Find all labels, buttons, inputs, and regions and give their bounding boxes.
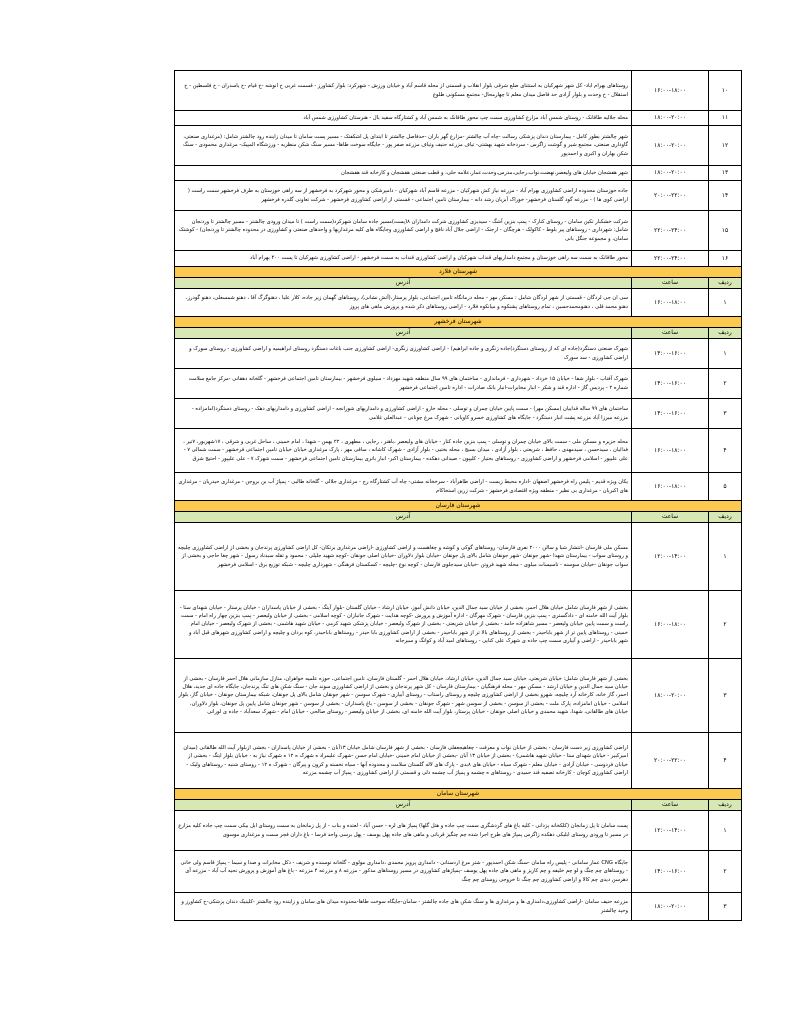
- time-slot: ۱۶:۰۰-۱۸:۰۰: [632, 591, 709, 659]
- address-text: جاده خوزستان محدوده اراضی کشاورزی بهرام آباد - مزرعه نیاز کش شهرکیان - مزرعه قاسم آباد شهرکیان - دامپرشکی و محور شهرکرد به فرخشهر از سه راهی خوزستان به طرف فرخشهر سمت راست ( اراضی کوی ها ) - مزرعه گود گلستان فرخشهر- خوراک آبزیان رشد دانه - بیمارستان تامین اجتماعی - قسمتی از اراضی کشاورزی فرخشهر - شرکت تعاونی گلدره فرخشهر: [175, 181, 632, 211]
- row-number: ۱۲: [709, 126, 742, 166]
- time-slot: ۱۶:۰۰-۱۸:۰۰: [632, 71, 709, 111]
- row-number: ۱: [709, 523, 742, 591]
- time-slot: ۱۸:۰۰-۲۰:۰۰: [632, 659, 709, 733]
- row-number: ۱: [709, 811, 742, 851]
- time-slot: ۲۲:۰۰-۲۴:۰۰: [632, 211, 709, 251]
- row-number: ۲: [709, 851, 742, 893]
- column-header-address: آدرس: [175, 278, 632, 289]
- address-text: بخشی از شهر فارسان شامل: خیابان شریعتی، خیابان سید جمال الدین، خیابان ارشاد، خیابان هلال احمر - گلستان فارسان، تامین اجتماعی، حوزه علمیه خواهران، منازل سازمانی هلال احمر فارسان - بخشی از خیابان سید جمال الدین و خیابان ارشد - مسکن مهر - محله فرهنگیان - بیمارستان فارسان - کل شهر پرندجان و بخشی از اراضی کشاورزی سوند جان - سنگ شکن های تنگ پرندجان، جایگاه جاده ای جدید، هلال احمر، گاز خانه، کارخانه آرد چلیچه، شهرو بخشی از اراضی کشاورزی چلیچه و روستای راستاب - روستای آبیاری - شهرک سوسن - شهر جونقان شامل بالای پل جونقان، شبکه بیمارستان جونقان - خیابان گاز، بلوار اسلامی - خیابان امامزاده، پارک ملت - بخشی از سوسن - بخشی از سوسن شهر - شهرک جونقان - بخشی از سوسن - باغ پاسداران - بخشی از سوسن - شهر جونقان شامل پایین پل جونقان، بلوار دلاوران، خیابان های طالقانی، شهدا، شهید محمدی و خیابان اصلی جونقان - خیابان پرستار، بلوار آیت الله خامنه ای، بخشی از خیابان ولیعصر - روستای صالحی - خیابان امام - شهرک سعدآباد - جاده ی لورانی: [175, 659, 632, 733]
- row-number: ۵: [709, 473, 742, 501]
- time-slot: ۱۴:۰۰-۱۶:۰۰: [632, 369, 709, 399]
- schedule-table-body: [175, 71, 742, 921]
- row-number: ۱۱: [709, 111, 742, 126]
- address-text: شهرک آفتاب - بلوار شفا - خیابان ۱۵ خرداد - شهرداری - فرمانداری - ساختمان های ۹۹ سال منطقه شهید مهرداد - سیلوی فرخشهر - بیمارستان تامین اجتماعی فرخشهر - گلخانه دهقانی -مرکز جامع سلامت شماره ۲ - پردیس گاز - اداره قند و شکر - انبار مخابرات-انبار بانک صادرات - اداره تامین اجتماعی فرخشهر: [175, 369, 632, 399]
- column-header-address: آدرس: [175, 328, 632, 339]
- address-text: شهرک صنعتی دستگرد(جاده ای که از روستای دستگرد)جاده زنگری و جاده ابراهیم) - اراضی کشاورزی زنگری- اراضی کشاورزی جنب باغات دستگرد روستای ابراهیمیه و اراضی کشاورزی - روستای سورک و اراضی کشاورزی - سد سورک: [175, 339, 632, 369]
- address-text: محور طاقانک به سمت سه راهی خوزستان و مجتمع دامداریهای قنداب شهرکیان و اراضی کشاورزی قنداب به سمت فرخشهر - اراضی کشاورزی شهرکیان تا پست ۴۰۰ بهرام آباد: [175, 251, 632, 267]
- column-header-address: آدرس: [175, 800, 632, 811]
- row-number: ۱۳: [709, 166, 742, 181]
- column-header-time: ساعت: [632, 512, 709, 523]
- address-text: مزرعه حنیف سامان -اراضی کشاورزی،دامداری ها و مرغداری ها و سنگ شکن های جاده چالشتر - سامان-جایگاه سوخت طاها-محدوده میدان های سامان و زاینده رود چالشتر -کلینیک دندان پزشکی-خ کشاورز و وحید چالشتر: [175, 893, 632, 921]
- time-slot: ۱۲:۰۰-۱۴:۰۰: [632, 811, 709, 851]
- time-slot: ۱۴:۰۰-۱۶:۰۰: [632, 339, 709, 369]
- row-number: ۴: [709, 733, 742, 789]
- column-header-number: ردیف: [709, 800, 742, 811]
- table-row: [175, 893, 742, 921]
- table-row: [175, 339, 742, 369]
- address-text: ساختمان های ۹۹ ساله قداییان (مسکن مهر) - سمت پایین خیابان چمران و توسلی - محله خارو - اراضی کشاورزی و دامداریهای شورانجه - اراضی کشاورزی و دامداریهای دهک - روستای دستگرد(امامزاده - مزرعه میرزا آباد مزرعه پشت انبار دستگرد - جایگاه های کشاورزی خسرو کاویانی - شهرک مرغ چونانی - عبدالعلی غلامی: [175, 399, 632, 429]
- column-header-row: [175, 328, 742, 339]
- city-section-header: [175, 317, 742, 328]
- table-row: [175, 71, 742, 111]
- time-slot: ۱۴:۰۰-۱۶:۰۰: [632, 399, 709, 429]
- column-header-row: [175, 278, 742, 289]
- city-section-header: [175, 789, 742, 800]
- time-slot: ۱۶:۰۰-۱۸:۰۰: [632, 429, 709, 473]
- table-row: [175, 591, 742, 659]
- row-number: ۳: [709, 893, 742, 921]
- address-text: شهر چالشتر بطور کامل - بیمارستان دندان پزشکی رسالت -چاه آب چالشتر -مزارع گهر باران -حدفاصل چالشتر تا ابتدای پل اشکفتک - مسیر پست سامان تا میدان زاینده رود چالشتر شامل: (مرغداری صنعتی، گاوداری صنعتی، مجتمع شیر و گوشت زاگرس - سردخانه شهید بهشتی- تیاف مزرعه حنیف وتیاف مزرعه صفر پور - جایگاه سوخت طاها- مسیر سنگ شکن منظریه - ورزشگاه المپیک- مرغداری محمودی - سنگ شکن بهاران و اکبری و احمدپور: [175, 126, 632, 166]
- table-row: [175, 126, 742, 166]
- column-header-row: [175, 512, 742, 523]
- row-number: ۲: [709, 591, 742, 659]
- outage-schedule-page: [174, 70, 742, 921]
- time-slot: ۱۶:۰۰-۱۸:۰۰: [632, 289, 709, 317]
- table-row: [175, 251, 742, 267]
- row-number: ۳: [709, 659, 742, 733]
- table-row: [175, 473, 742, 501]
- column-header-number: ردیف: [709, 512, 742, 523]
- column-header-number: ردیف: [709, 328, 742, 339]
- address-text: یکان ویژه قدیم - پلیس راه فرخشهر اصفهان -اداره محیط زیست - اراضی طاهرآباد - سرخخانه مشتی- چاه آب کشتارگاه رج - مرغداری جلالی - گلخانه طالبی - پمپاژ آب بن بروجن - مرغداری حیدریان - مرغداری های اکبریان - مرغداری بی نظیر - منطقه ویژه اقتصادی فرخشهر - شرکت زرین استخاکام: [175, 473, 632, 501]
- table-row: [175, 111, 742, 126]
- time-slot: ۲۲:۰۰-۲۴:۰۰: [632, 251, 709, 267]
- column-header-time: ساعت: [632, 328, 709, 339]
- address-text: شرکت خشکبار تکین سامان - روستای کنارک - پمپ بنزین آشگ - سیدیزی کشاورزی شرکت دامداران ۸(پست)مسیر جاده سامان شهرکرد(سمت راست ) تا میدان ورودی چالشتر - مسیر چالشتر تا وردنجان شامل: شهرداری - روستاهای پیر بلوط - کاکولک - هرچگان - ارجنک - اراضی جلال آباد نافچ و اراضی کشاورزی وجایگاه های کلیه مرغداریها و واحدهای صنعتی و کشاورزی در محدوده چالشتر تا وردنجان) - کوشتک سامان، و مجموعه جنگل بانی: [175, 211, 632, 251]
- city-section-header: [175, 501, 742, 512]
- row-number: ۱۰: [709, 71, 742, 111]
- table-row: [175, 851, 742, 893]
- outage-schedule-table: [174, 70, 742, 921]
- table-row: [175, 369, 742, 399]
- table-row: [175, 399, 742, 429]
- address-text: اراضی کشاورزی زیر دست فارسان - بخشی از خیابان نواب و معرفت - چغاهیجعفلی فارسان - بخشی از شهر فارسان شامل خیابان ۱۳آبان - بخشی از خیابان پاسداران - بخشی ازبلوار آیت الله طالقانی (میدان امیرکبیر - خیابان شهدای ستا - خیابان شهید هاشمی) - بخشی از خیابان ۱۳ آبان -بخشی از خیابان امام خمینی -خیابان امام حسن -شهرک علیمراد ه شهرک ه ۱۲ ه شهرک نیاز به - خیابان بلوار ایتگ - بخشی از خیابان فردوسی - خیابان آزادی - خیابان معلم - شهرک سیاه - خیابان های ۸بدی - پارک های لاله گلستان سلامت و محدوده آنها - سیاه نخسته و کرون و پیرگان - شهرک ه ۱۲ - روستای شنبه - روستاهای ولیک - اراضی کشاورزی کوچان - کارخانه تصفیه قند حمیدی - روستاهای ه چشمه و پمپاژ آب چشمه دلی و قسمتی از اراضی کشاورزی - پمپاژ آب چشمه مزرعه: [175, 733, 632, 789]
- table-row: [175, 429, 742, 473]
- address-text: بخشی از شهر فارسان شامل خیابان هلال احمر، بخشی از خیابان سید جمال الدین، خیابان دانش آموز، خیابان ارشاد - خیابان گلستان -بلوار آیتگ - بخشی از خیابان پاسداران - خیابان پرستار - خیابان شهدای ستا - بلوار آیت الله خامنه ای - دادگستری - پمپ بنزین فارسان - شهرک مهرگان - اداره آموزش و پرورش -کوچه هدایت - شهرک جانبازان - کوچه اسلامی - بخشی از خیابان ولیعصر - پمپ بنزین چهار راه امام - سمت راست و سمت پایین خیابان ولیعصر - مسیر شاهزاده حامد - بخشی از خیابان شریعتی - بخشی از شهرک ولیعصر - خیابان پزشکی شهید کرمی - خیابان شهید هاشمی - بخشی از شهرک ولیعصر - خیابان امام خمینی - روستاهای پایین تر از شهر باباحیدر - بخشی از روستاهای بالا تر از شهر باباحیدر - بخشی از اراضی کشاورزی بابا حیدر - روستاهای باباحیدر، کوه بردان و چلیچه و اراضی کشاورزی شهرهای قبل آباد و شهر باباحیدر - اراضی و آبیاری سمت چپ جاده ی شهرک علی کنایی - روستاهای امید آباد و کوانگ و سیرجانه: [175, 591, 632, 659]
- table-row: [175, 166, 742, 181]
- city-name: شهرستان فرخشهر: [175, 317, 742, 328]
- time-slot: ۱۸:۰۰-۲۰:۰۰: [632, 126, 709, 166]
- city-section-header: [175, 267, 742, 278]
- row-number: ۳: [709, 399, 742, 429]
- table-row: [175, 733, 742, 789]
- time-slot: ۲۰:۰۰-۲۲:۰۰: [632, 733, 709, 789]
- column-header-address: آدرس: [175, 512, 632, 523]
- address-text: جایگاه CNG عمار سامانی - پلیس راه سامان -سنگ شکن احمدپور - شتر مرغ اردستانی - دامداری پرویز محمدی ،دامداری مولوی - گلخانه توسنده و شریف - دکل مخابرات و صدا و سیما - پمپاژ قاسم ولی خانی - روستاهای چم چنگ و لو چم خلیفه و چم کاریز و ماهی های جاده پهل یوسف -پمپاژهای کشاورزی در مسیر روستاهای مذکور - مزرعه ۸ و مزرعه ۴ مزرعه - باغ های آموزش و پرورش نحیه آب آباد - مزرعه آی دهرسن دیدی چم کالا و اراضی کشاورزی چم چنگ تا خروجی روستای چم چنگ: [175, 851, 632, 893]
- table-row: [175, 811, 742, 851]
- table-row: [175, 289, 742, 317]
- row-number: ۱۵: [709, 211, 742, 251]
- time-slot: ۱۸:۰۰-۲۰:۰۰: [632, 166, 709, 181]
- city-name: شهرستان فارسان: [175, 501, 742, 512]
- row-number: ۲: [709, 369, 742, 399]
- column-header-time: ساعت: [632, 800, 709, 811]
- row-number: ۴: [709, 429, 742, 473]
- time-slot: ۱۲:۰۰-۱۴:۰۰: [632, 523, 709, 591]
- time-slot: ۱۸:۰۰-۲۰:۰۰: [632, 893, 709, 921]
- time-slot: ۱۸:۰۰-۲۰:۰۰: [632, 111, 709, 126]
- city-name: شهرستان فلارد: [175, 267, 742, 278]
- address-text: پست سامان تا پل زمانخان (کلکخانه پزدانی - کلیه باغ های گردشگری سمت چپ جاده و هتل گلها) پمپاژ های لره - حسن آباد - لعتده و بناب - از پل زمانخان به سمت روستای ابل بیکی سمت چپ جاده کلیه مزارع در مسیر تا ورودی روستای ابلیکی دهکده زاگرس پمپاژ های طرح اجرا شده چم چنگیز قربانی و ماهی های جاده پهل یوسف - پهل برسی واحد فرسا - باغ داران فجر سمت و مرغداری موسوی: [175, 811, 632, 851]
- column-header-time: ساعت: [632, 278, 709, 289]
- address-text: شهر هفشجان خیابان های ولیعصر،نهضت،نواب،رجایی،مدرس،وحدت،عمار،علامه حلی، و قطب صنعتی هفشجان و کارخانه قند هفشجان: [175, 166, 632, 181]
- row-number: ۱۴: [709, 181, 742, 211]
- time-slot: ۱۴:۰۰-۱۶:۰۰: [632, 851, 709, 893]
- address-text: محله جلالیه طاقانک - روستای شمس آباد مزارع کشاورزی سمت چپ محور طاقانک به شمس آباد و کشتارگاه سفید بال - هنرستان کشاورزی شمس آباد: [175, 111, 632, 126]
- city-name: شهرستان سامان: [175, 789, 742, 800]
- address-text: مسکن ملی فارسان -انتشار شبا و سالن ۲۰۰۰ نفری فارسان- روستاهای گوکی و کوشه و چغاهست و اراضی کشاورزی -اراضی مرغداری برتکان- کل اراضی کشاورزی پرندجان و بخشی از اراضی کشاورزی چلیچه و روستای سواب - بیمارستان شهدا -شهر جونقان -شهر جونقان شامل بالای پل جونقان -خیابان بلوار دلاوران -خیابان اصلی جونقان -کوچه شهید جلیلی - محمود و تقله سیدناد رسول - شهر چغا حاجی و بخشی از سواب جونقان -خیابان سوسنه - تاسیسات میلوی - محله شهید فروتن -خیابان سیدجلوی فارسان - کوچه نوع -چلیچه - کسکستان فرهنگی - شهرداری چلیچه - شبکه توزیع برق - اسلامی فرخشهر: [175, 523, 632, 591]
- table-row: [175, 211, 742, 251]
- column-header-number: ردیف: [709, 278, 742, 289]
- column-header-row: [175, 800, 742, 811]
- row-number: ۱: [709, 289, 742, 317]
- table-row: [175, 181, 742, 211]
- time-slot: ۲۰:۰۰-۲۲:۰۰: [632, 181, 709, 211]
- address-text: روستاهای بهرام اباد- کل شهر شهرکیان به استثنای ضلع شرقی بلوار انقلاب و قسمتی از محله قاسم آباد و خیابان ورزش - شهرکرد: بلوار کشاورز - قسمت غربی خ انوشه -خ قیام -خ یاسدران - خ فلسطین - خ استقلال - خ وحدت و بلوار آزادی حد فاصل میدان معلم تا چهارمحال- مجتمع مسکونی طلوع: [175, 71, 632, 111]
- time-slot: ۱۶:۰۰-۱۸:۰۰: [632, 473, 709, 501]
- address-text: محله جزیره و مسکن ملی - سمت بالای خیابان چمران و توسلی - پمپ بنزین جاده کنار - خیابان های ولیعصر ،باهنر ، رجایی ، مطهری ، ۲۲ بهمن - شهدا ، امام خمینی ، ساحل غربی و شرقی ، ۱۷شهریور، ۷تیر ، فدائیان ، سیدحسن ، سیدمهدی ، حافظ ، شریعتی ، بلوار آزادی ، میدان بسیج ، محله بختیی - بلوار آزادی - شهرک کاشانه ، ساقی مهر ، پارک مرغداری خیابان خیابان تامین اجتماعی فرخشهر - سمت شمالی ۷ - علی علیپور - اسلامی فرخشهر و اراضی کشاورزی - روستاهای بختیار - کلیپون - صیدانی دهکده - بیمارستان اکبر- انبار باتری بیمارستان تامین اجتماعی فرخشهر - سمت شهرک ۷ - علی علیپور - احتیج شرق: [175, 429, 632, 473]
- table-row: [175, 659, 742, 733]
- address-text: سی ان جی لردگان - قسمتی از شهر لردگان شامل : مسکن مهر - محله درمانگاه تامین اجتماعی، بلوار پرستار،(آتش نشانی)، روستاهای گهمان زیر جاده، کلار علیا ، دهنوگرگ آقا ، دهنو شمسعلی، دهنو گودرز، دهنو محمد قلی ، دهنومحمدحسین ، تمام روستاهای پشنکوه و میانکوه فلارد - اراضی روستاهای ذکر شده و پرورش ماهی های پروز: [175, 289, 632, 317]
- row-number: ۱۶: [709, 251, 742, 267]
- table-row: [175, 523, 742, 591]
- row-number: ۱: [709, 339, 742, 369]
